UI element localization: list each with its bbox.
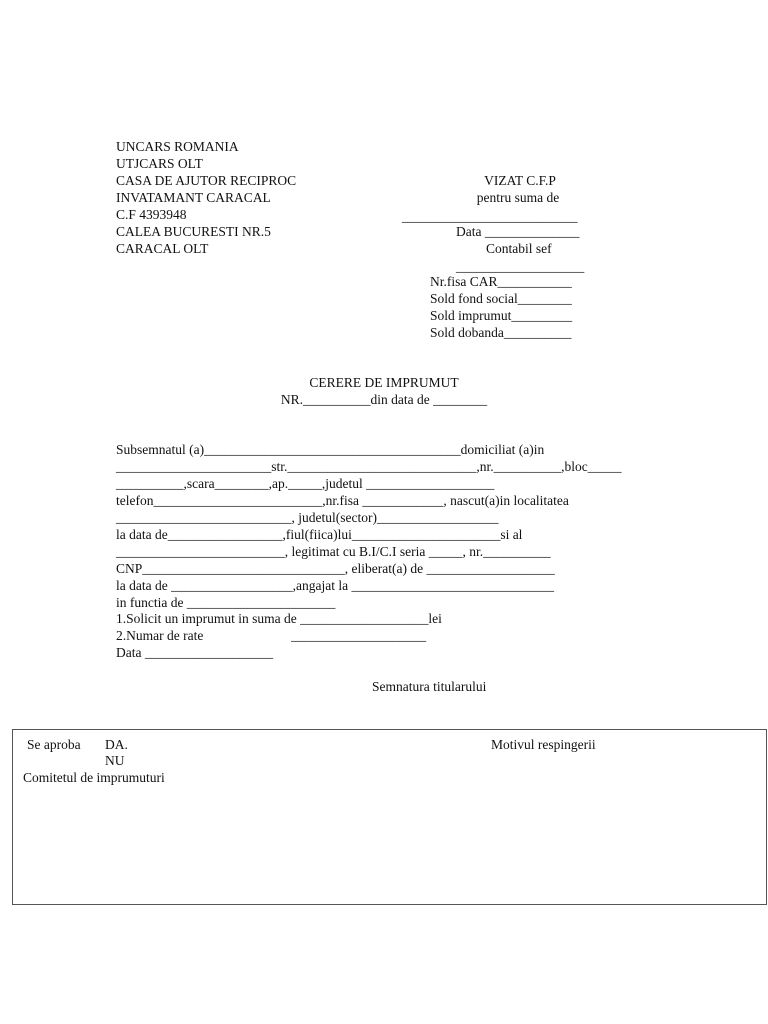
document-number-field[interactable]: NR.__________din data de ________: [280, 392, 488, 407]
form-line-cnp[interactable]: CNP______________________________, eliberat(a) de ___________________: [116, 561, 555, 576]
option-nu[interactable]: NU: [105, 753, 125, 768]
approval-box: [12, 729, 767, 905]
form-line-birthplace[interactable]: __________________________, judetul(sector)__________________: [116, 510, 499, 525]
document-title: CERERE DE IMPRUMUT: [309, 375, 459, 390]
vizat-suma-field[interactable]: __________________________: [402, 209, 578, 224]
nr-fisa-car-field[interactable]: Nr.fisa CAR___________: [430, 274, 572, 289]
form-line-name[interactable]: Subsemnatul (a)______________________________________domiciliat (a)in: [116, 442, 545, 457]
org-line: INVATAMANT CARACAL: [116, 190, 271, 205]
option-da[interactable]: DA.: [105, 737, 128, 752]
form-line-phone[interactable]: telefon_________________________,nr.fisa ____________, nascut(a)in localitatea: [116, 493, 569, 508]
form-line-installments[interactable]: 2.Numar de rate ____________________: [116, 628, 427, 643]
form-line-id[interactable]: _________________________, legitimat cu B.I/C.I seria _____, nr.__________: [116, 544, 551, 559]
form-line-birthdate[interactable]: la data de_________________,fiul(fiica)lui______________________si al: [116, 527, 523, 542]
form-line-address-2[interactable]: __________,scara________,ap._____,judetul ___________________: [116, 476, 495, 491]
sold-dobanda-field[interactable]: Sold dobanda__________: [430, 325, 572, 340]
org-line: CALEA BUCURESTI NR.5: [116, 224, 271, 239]
comitet-label: Comitetul de imprumuturi: [23, 770, 165, 785]
motiv-respingere-label: Motivul respingerii: [491, 737, 596, 752]
contabil-label: Contabil sef: [486, 241, 552, 256]
org-line: C.F 4393948: [116, 207, 187, 222]
org-line: CARACAL OLT: [116, 241, 209, 256]
sold-fond-social-field[interactable]: Sold fond social________: [430, 291, 572, 306]
form-line-date[interactable]: Data ___________________: [116, 645, 274, 660]
org-line: UTJCARS OLT: [116, 156, 203, 171]
vizat-suma-label: pentru suma de: [476, 190, 560, 205]
signature-label: Semnatura titularului: [372, 679, 487, 694]
form-line-loan-amount[interactable]: 1.Solicit un imprumut in suma de ___________________lei: [116, 611, 442, 626]
sold-imprumut-field[interactable]: Sold imprumut_________: [430, 308, 573, 323]
vizat-title: VIZAT C.F.P: [484, 173, 556, 188]
vizat-data-field[interactable]: Data ______________: [456, 224, 580, 239]
org-line: UNCARS ROMANIA: [116, 139, 239, 154]
form-line-address[interactable]: _______________________str.____________________________,nr.__________,bloc_____: [116, 459, 622, 474]
form-line-function[interactable]: in functia de ______________________: [116, 595, 336, 610]
form-line-employment[interactable]: la data de __________________,angajat la ______________________________: [116, 578, 554, 593]
org-line: CASA DE AJUTOR RECIPROC: [116, 173, 297, 188]
contabil-signature-field[interactable]: ___________________: [456, 259, 585, 274]
se-aproba-label: Se aproba: [27, 737, 81, 752]
